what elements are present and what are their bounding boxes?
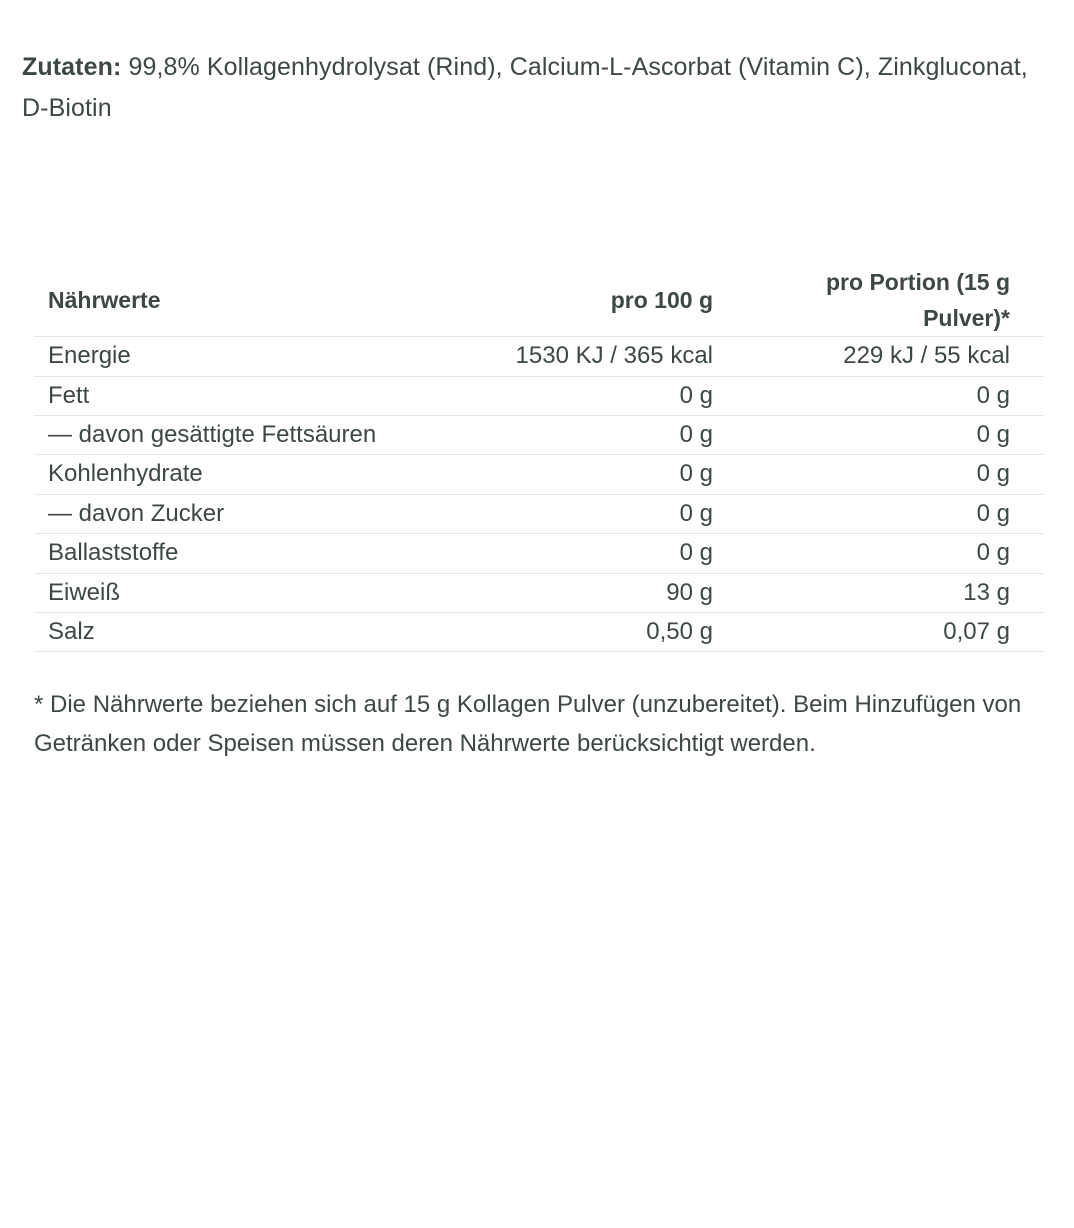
row-label: Eiweiß [48, 578, 121, 606]
ingredients-paragraph [22, 47, 1032, 128]
row-label: — davon gesättigte Fettsäuren [48, 421, 377, 449]
row-value-per-100g: 0 g [679, 460, 713, 488]
table-body [34, 337, 1044, 652]
nutrition-table [34, 265, 1044, 652]
row-label: Fett [48, 381, 90, 409]
table-row [34, 416, 1044, 455]
table-header-row [34, 265, 1044, 337]
table-row [34, 494, 1044, 533]
table-row [34, 337, 1044, 376]
column-header-nutrients: Nährwerte [48, 286, 161, 313]
row-value-per-portion: 13 g [963, 578, 1010, 606]
row-label: Salz [48, 618, 95, 646]
table-row [34, 573, 1044, 612]
row-label: Ballaststoffe [48, 539, 179, 567]
table-header [34, 265, 1044, 337]
row-value-per-portion: 0,07 g [943, 618, 1010, 646]
row-value-per-portion: 0 g [976, 460, 1010, 488]
row-value-per-portion: 0 g [976, 539, 1010, 567]
row-value-per-100g: 0 g [679, 499, 713, 527]
ingredients-text: 99,8% Kollagenhydrolysat (Rind), Calcium-L-Ascorbat (Vitamin C), Zinkgluconat, D-Biotin [22, 53, 1028, 122]
table-row [34, 455, 1044, 494]
column-header-per-100g: pro 100 g [610, 286, 713, 313]
row-value-per-portion: 0 g [976, 381, 1010, 409]
row-value-per-portion: 0 g [976, 499, 1010, 527]
row-value-per-100g: 0,50 g [646, 618, 713, 646]
row-value-per-100g: 1530 KJ / 365 kcal [515, 342, 713, 370]
footnote: * Die Nährwerte beziehen sich auf 15 g Kollagen Pulver (unzubereitet). Beim Hinzufügen von Getränken oder Speisen müssen deren Nährwerte berücksichtigt werden. [34, 691, 1022, 758]
row-value-per-100g: 0 g [679, 421, 713, 449]
row-value-per-100g: 0 g [679, 539, 713, 567]
row-value-per-100g: 90 g [666, 578, 713, 606]
table-row [34, 613, 1044, 652]
table-row [34, 376, 1044, 415]
row-value-per-portion: 229 kJ / 55 kcal [843, 342, 1010, 370]
row-value-per-100g: 0 g [679, 381, 713, 409]
row-label: Kohlenhydrate [48, 460, 203, 488]
row-value-per-portion: 0 g [976, 421, 1010, 449]
table-row [34, 534, 1044, 573]
column-header-per-portion: pro Portion (15 g Pulver)* [826, 269, 1010, 331]
spacer [22, 153, 1052, 265]
row-label: Energie [48, 342, 131, 370]
ingredients-label: Zutaten: [22, 53, 122, 81]
row-label: — davon Zucker [48, 499, 225, 527]
